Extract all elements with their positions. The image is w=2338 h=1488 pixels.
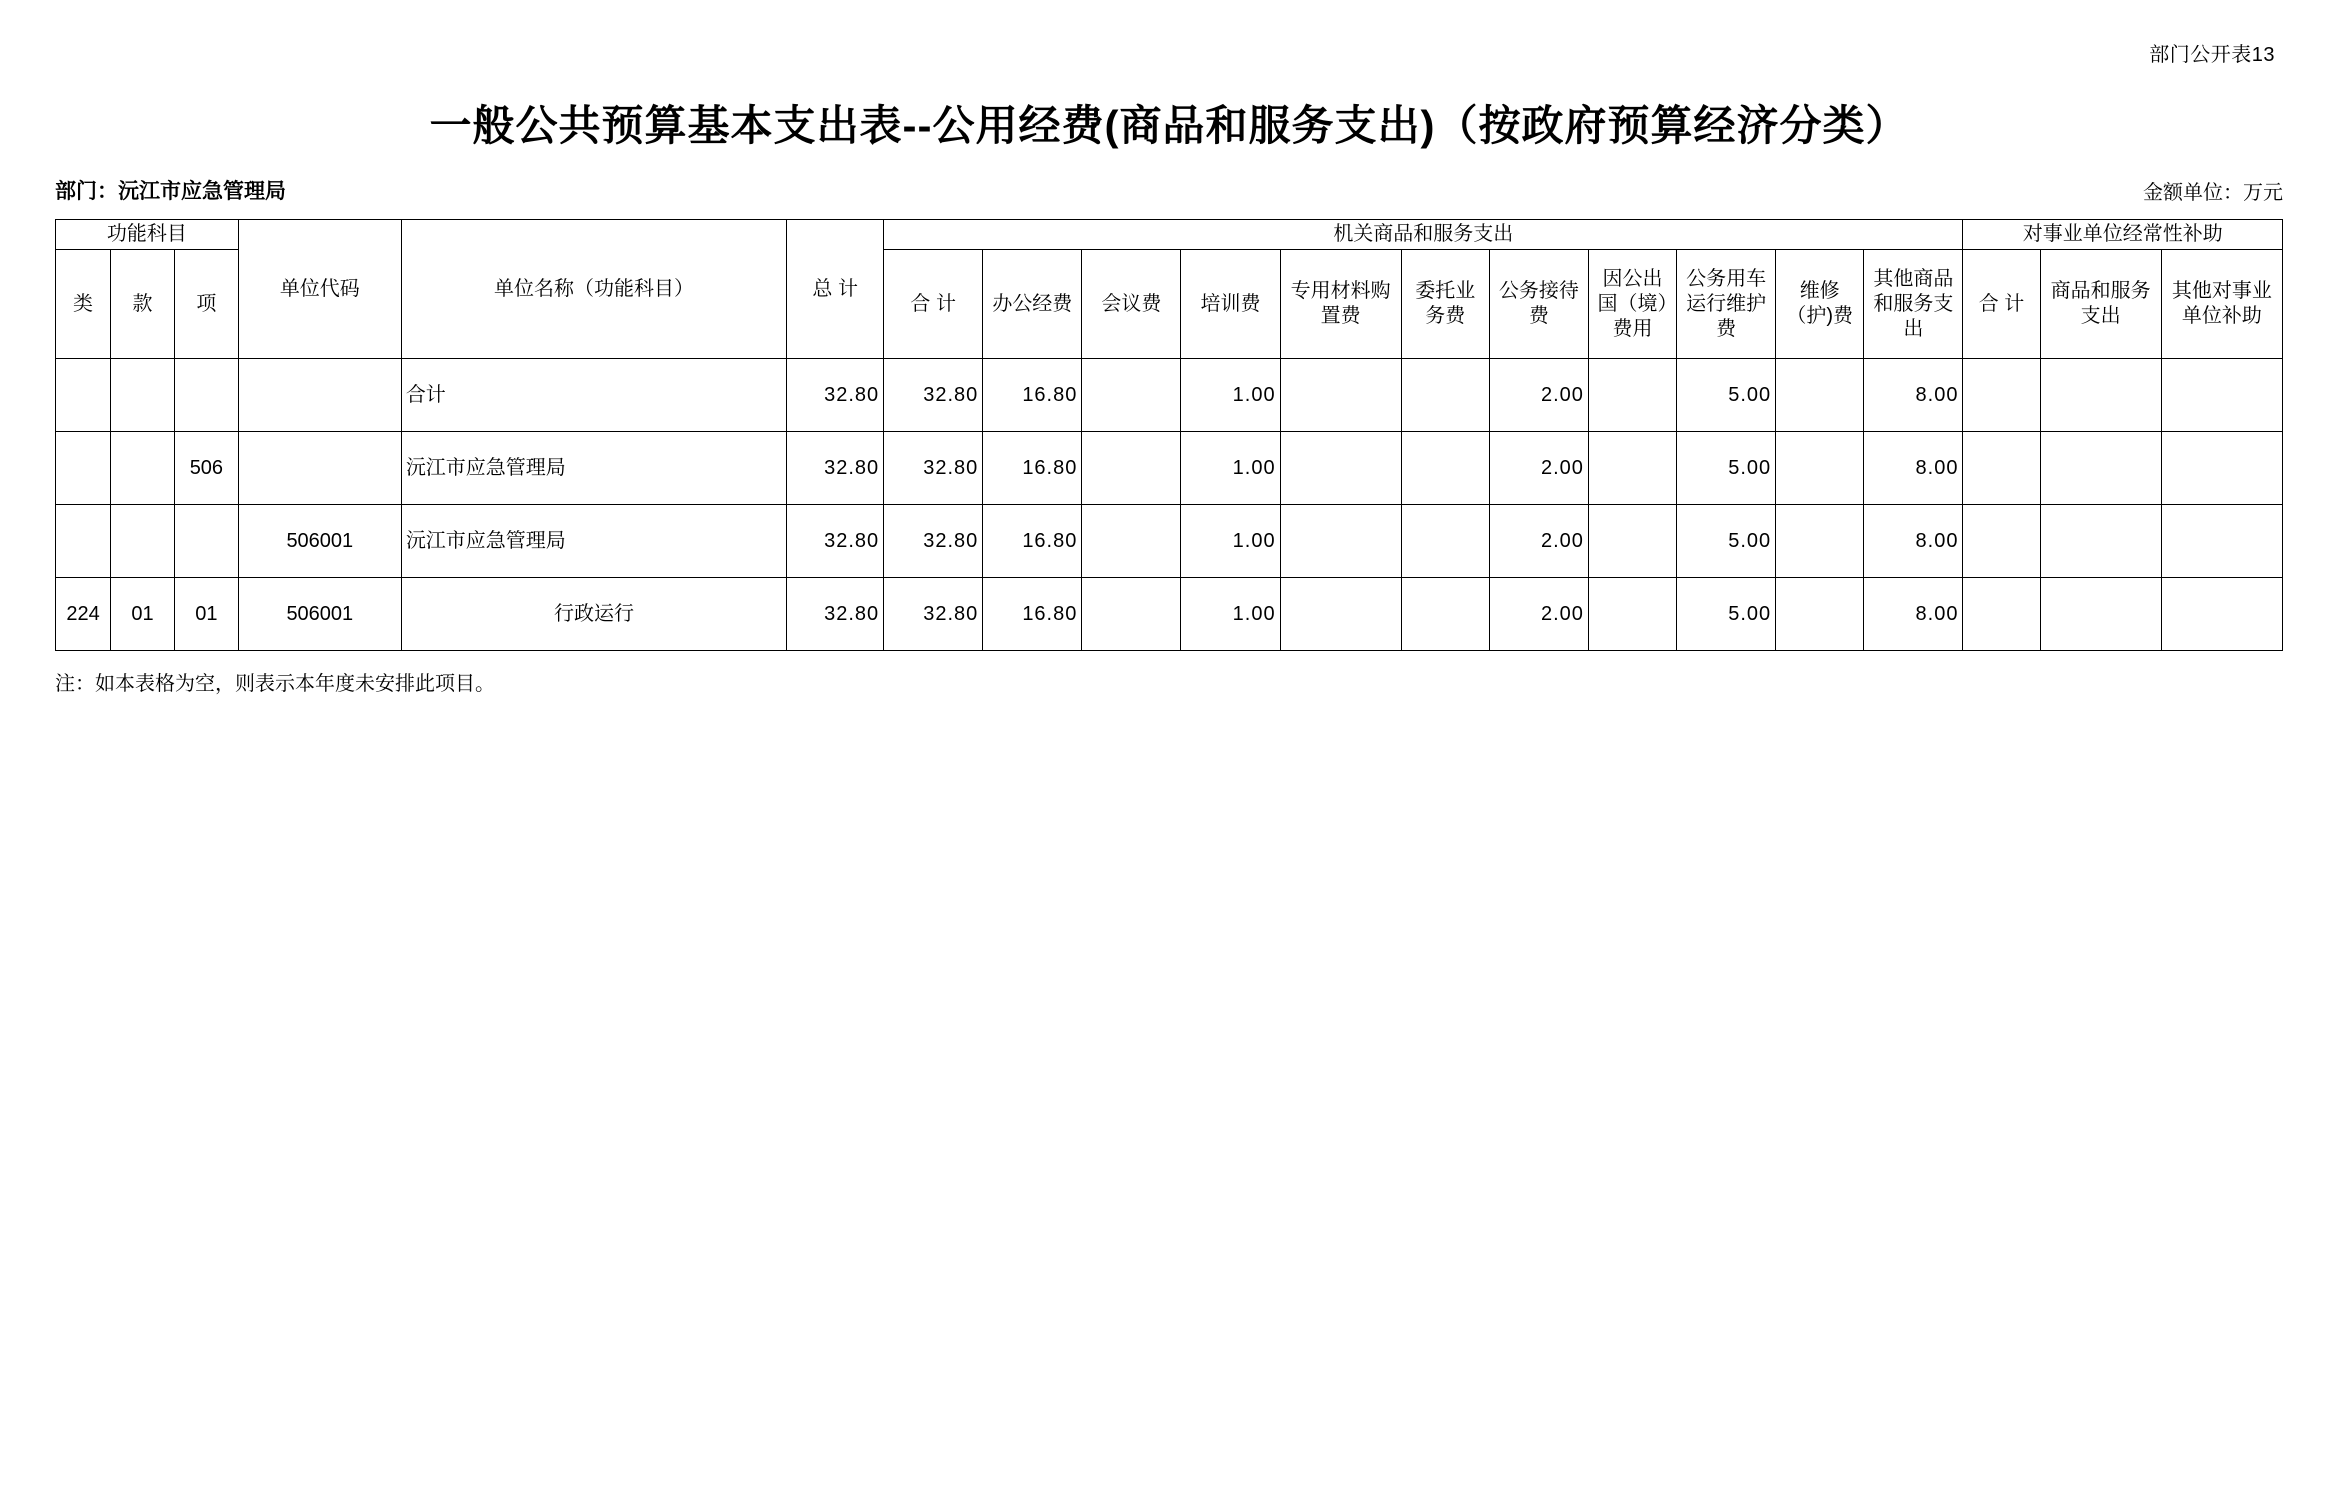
header-section: 款 <box>111 250 175 359</box>
cell-total: 32.80 <box>787 432 884 505</box>
cell-repair-fee <box>1776 359 1864 432</box>
cell-class <box>56 505 111 578</box>
cell-subsidy-goods-services <box>2040 505 2161 578</box>
cell-other-goods-services: 8.00 <box>1864 432 1963 505</box>
cell-subsidy-goods-services <box>2040 359 2161 432</box>
cell-official-reception: 2.00 <box>1489 578 1588 651</box>
header-class: 类 <box>56 250 111 359</box>
header-repair-fee: 维修（护)费 <box>1776 250 1864 359</box>
cell-meeting-fee <box>1082 578 1181 651</box>
cell-office-expense: 16.80 <box>983 505 1082 578</box>
cell-training-fee: 1.00 <box>1181 505 1280 578</box>
cell-item <box>174 359 238 432</box>
cell-meeting-fee <box>1082 359 1181 432</box>
page-title: 一般公共预算基本支出表--公用经费(商品和服务支出)（按政府预算经济分类） <box>429 102 1909 149</box>
cell-unit-code <box>238 432 401 505</box>
cell-section: 01 <box>111 578 175 651</box>
header-other-goods-services: 其他商品和服务支出 <box>1864 250 1963 359</box>
header-meeting-fee: 会议费 <box>1082 250 1181 359</box>
cell-vehicle-maintenance: 5.00 <box>1677 432 1776 505</box>
header-official-reception: 公务接待费 <box>1489 250 1588 359</box>
header-subsidy-other: 其他对事业单位补助 <box>2161 250 2282 359</box>
table-row <box>56 578 2283 651</box>
cell-subsidy-subtotal <box>1963 359 2040 432</box>
header-org-subtotal: 合 计 <box>884 250 983 359</box>
cell-unit-name: 沅江市应急管理局 <box>401 505 786 578</box>
table-row <box>56 359 2283 432</box>
subtitle-row <box>55 175 2283 205</box>
cell-subsidy-goods-services <box>2040 432 2161 505</box>
cell-section <box>111 432 175 505</box>
cell-unit-name: 沅江市应急管理局 <box>401 432 786 505</box>
table-footnote: 注：如本表格为空，则表示本年度未安排此项目。 <box>55 673 495 695</box>
cell-item: 506 <box>174 432 238 505</box>
amount-unit-label: 金额单位：万元 <box>2143 182 2283 204</box>
cell-subsidy-subtotal <box>1963 505 2040 578</box>
cell-org-subtotal: 32.80 <box>884 432 983 505</box>
cell-total: 32.80 <box>787 505 884 578</box>
cell-total: 32.80 <box>787 578 884 651</box>
budget-table <box>55 219 2283 651</box>
cell-subsidy-other <box>2161 578 2282 651</box>
header-subsidy-goods-services: 商品和服务支出 <box>2040 250 2161 359</box>
cell-abroad-expense <box>1588 578 1676 651</box>
cell-entrusted-business <box>1401 505 1489 578</box>
header-vehicle-maintenance: 公务用车运行维护费 <box>1677 250 1776 359</box>
cell-official-reception: 2.00 <box>1489 359 1588 432</box>
cell-vehicle-maintenance: 5.00 <box>1677 359 1776 432</box>
cell-subsidy-subtotal <box>1963 578 2040 651</box>
cell-unit-name: 行政运行 <box>401 578 786 651</box>
cell-class: 224 <box>56 578 111 651</box>
cell-entrusted-business <box>1401 578 1489 651</box>
cell-office-expense: 16.80 <box>983 578 1082 651</box>
cell-class <box>56 432 111 505</box>
cell-repair-fee <box>1776 432 1864 505</box>
cell-training-fee: 1.00 <box>1181 359 1280 432</box>
cell-repair-fee <box>1776 505 1864 578</box>
header-training-fee: 培训费 <box>1181 250 1280 359</box>
cell-other-goods-services: 8.00 <box>1864 578 1963 651</box>
cell-entrusted-business <box>1401 432 1489 505</box>
cell-entrusted-business <box>1401 359 1489 432</box>
table-row <box>56 505 2283 578</box>
cell-subsidy-other <box>2161 432 2282 505</box>
cell-org-subtotal: 32.80 <box>884 505 983 578</box>
header-special-material: 专用材料购置费 <box>1280 250 1401 359</box>
cell-abroad-expense <box>1588 432 1676 505</box>
cell-unit-code: 506001 <box>238 505 401 578</box>
cell-training-fee: 1.00 <box>1181 432 1280 505</box>
header-office-expense: 办公经费 <box>983 250 1082 359</box>
cell-meeting-fee <box>1082 432 1181 505</box>
form-number: 部门公开表13 <box>2149 44 2275 66</box>
cell-office-expense: 16.80 <box>983 432 1082 505</box>
cell-section <box>111 359 175 432</box>
cell-office-expense: 16.80 <box>983 359 1082 432</box>
cell-unit-code: 506001 <box>238 578 401 651</box>
cell-subsidy-other <box>2161 505 2282 578</box>
cell-official-reception: 2.00 <box>1489 505 1588 578</box>
cell-class <box>56 359 111 432</box>
cell-special-material <box>1280 432 1401 505</box>
header-unit-code: 单位代码 <box>238 220 401 359</box>
cell-total: 32.80 <box>787 359 884 432</box>
cell-training-fee: 1.00 <box>1181 578 1280 651</box>
cell-special-material <box>1280 359 1401 432</box>
department-label: 部门：沅江市应急管理局 <box>55 180 286 203</box>
header-total: 总 计 <box>787 220 884 359</box>
cell-subsidy-goods-services <box>2040 578 2161 651</box>
header-row-1 <box>56 220 2283 250</box>
header-subsidy-subtotal: 合 计 <box>1963 250 2040 359</box>
header-org-goods-services: 机关商品和服务支出 <box>884 220 1963 250</box>
cell-other-goods-services: 8.00 <box>1864 359 1963 432</box>
cell-unit-code <box>238 359 401 432</box>
table-body <box>56 359 2283 651</box>
header-subsidy-group: 对事业单位经常性补助 <box>1963 220 2283 250</box>
header-entrusted-business: 委托业务费 <box>1401 250 1489 359</box>
header-abroad-expense: 因公出国（境）费用 <box>1588 250 1676 359</box>
cell-official-reception: 2.00 <box>1489 432 1588 505</box>
cell-item <box>174 505 238 578</box>
cell-vehicle-maintenance: 5.00 <box>1677 578 1776 651</box>
cell-subsidy-subtotal <box>1963 432 2040 505</box>
cell-org-subtotal: 32.80 <box>884 578 983 651</box>
cell-special-material <box>1280 578 1401 651</box>
cell-unit-name: 合计 <box>401 359 786 432</box>
cell-other-goods-services: 8.00 <box>1864 505 1963 578</box>
cell-subsidy-other <box>2161 359 2282 432</box>
header-unit-name: 单位名称（功能科目） <box>401 220 786 359</box>
cell-section <box>111 505 175 578</box>
cell-org-subtotal: 32.80 <box>884 359 983 432</box>
table-row <box>56 432 2283 505</box>
header-item: 项 <box>174 250 238 359</box>
cell-repair-fee <box>1776 578 1864 651</box>
cell-meeting-fee <box>1082 505 1181 578</box>
cell-abroad-expense <box>1588 359 1676 432</box>
cell-abroad-expense <box>1588 505 1676 578</box>
cell-vehicle-maintenance: 5.00 <box>1677 505 1776 578</box>
cell-item: 01 <box>174 578 238 651</box>
cell-special-material <box>1280 505 1401 578</box>
header-function-subject: 功能科目 <box>56 220 239 250</box>
